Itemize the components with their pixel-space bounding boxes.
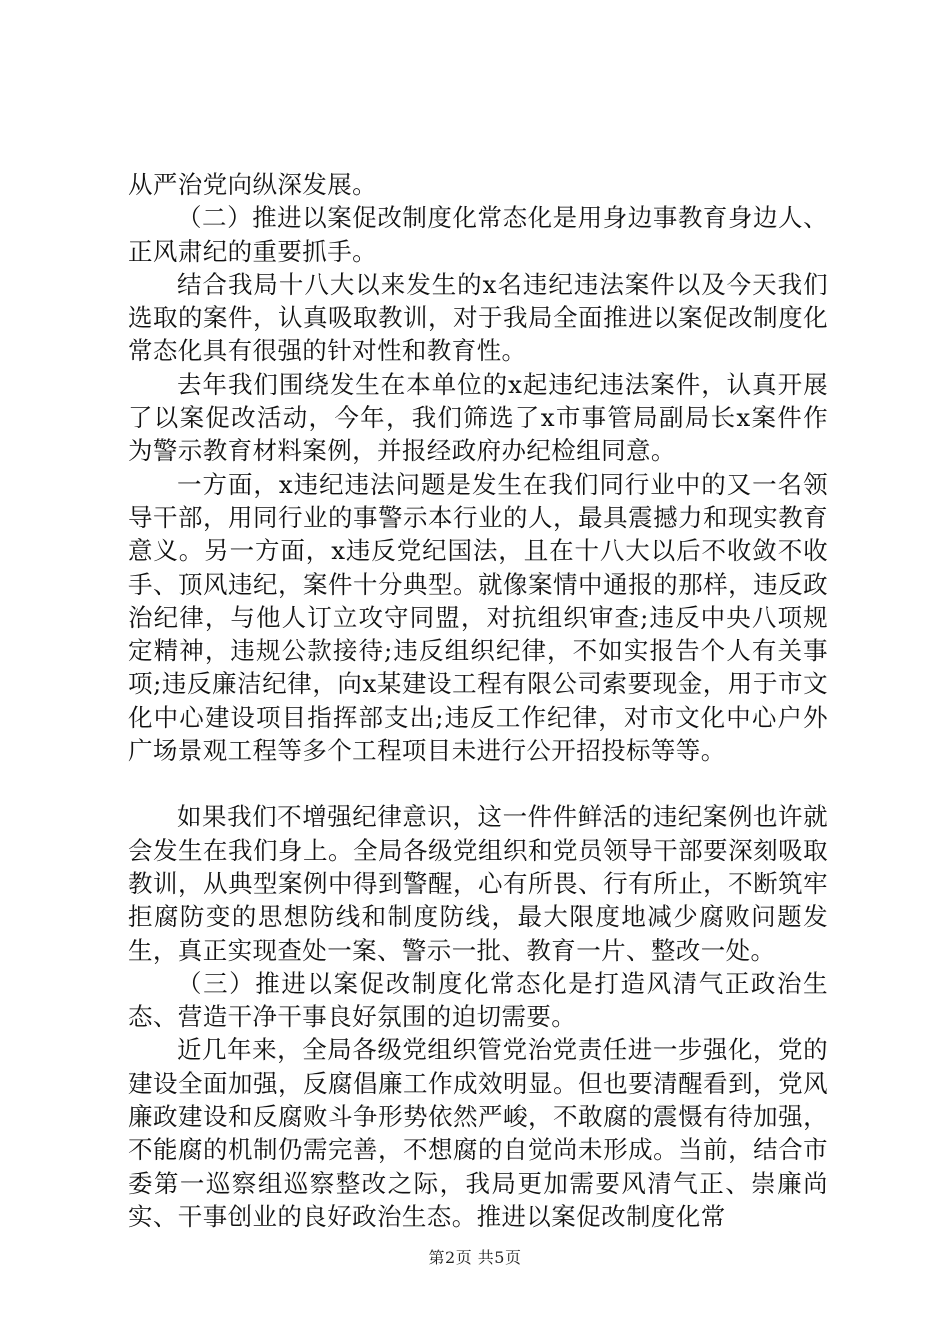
paragraph: 一方面，x违纪违法问题是发生在我们同行业中的又一名领导干部，用同行业的事警示本行业的人，最具震撼力和现实教育意义。另一方面，x违反党纪国法，且在十八大以后不收敛不收手、顶风违纪，案件十分典型。就像案情中通报的那样，违反政治纪律，与他人订立攻守同盟，对抗组织审查;违反中央八项规定精神，违规公款接待;违反组织纪律，不如实报告个人有关事项;违反廉洁纪律，向x某建设工程有限公司索要现金，用于市文化中心建设项目指挥部支出;违反工作纪律，对市文化中心户外广场景观工程等多个工程项目未进行公开招投标等等。 bbox=[128, 469, 828, 766]
page-number-footer: 第2页 共5页 bbox=[428, 1248, 522, 1267]
paragraph: 近几年来，全局各级党组织管党治党责任进一步强化，党的建设全面加强，反腐倡廉工作成效明显。但也要清醒看到，党风廉政建设和反腐败斗争形势依然严峻，不敢腐的震慑有待加强，不能腐的机制仍需完善，不想腐的自觉尚未形成。当前，结合市委第一巡察组巡察整改之际，我局更加需要风清气正、崇廉尚实、干事创业的良好政治生态。推进以案促改制度化常 bbox=[128, 1035, 828, 1231]
section-heading-2: （二）推进以案促改制度化常态化是用身边事教育身边人、正风肃纪的重要抓手。 bbox=[128, 203, 828, 266]
paragraph: 去年我们围绕发生在本单位的x起违纪违法案件，认真开展了以案促改活动，今年，我们筛选了x市事管局副局长x案件作为警示教育材料案例，并报经政府办纪检组同意。 bbox=[128, 369, 828, 466]
document-body bbox=[128, 168, 828, 1233]
paragraph: 结合我局十八大以来发生的x名违纪违法案件以及今天我们选取的案件，认真吸取教训，对于我局全面推进以案促改制度化常态化具有很强的针对性和教育性。 bbox=[128, 269, 828, 366]
paragraph-continuation: 从严治党向纵深发展。 bbox=[128, 170, 377, 199]
section-heading-3: （三）推进以案促改制度化常态化是打造风清气正政治生态、营造干净干事良好氛围的迫切需要。 bbox=[128, 968, 828, 1032]
paragraph: 如果我们不增强纪律意识，这一件件鲜活的违纪案例也许就会发生在我们身上。全局各级党组织和党员领导干部要深刻吸取教训，从典型案例中得到警醒，心有所畏、行有所止，不断筑牢拒腐防变的思想防线和制度防线，最大限度地减少腐败问题发生，真正实现查处一案、警示一批、教育一片、整改一处。 bbox=[128, 802, 828, 965]
